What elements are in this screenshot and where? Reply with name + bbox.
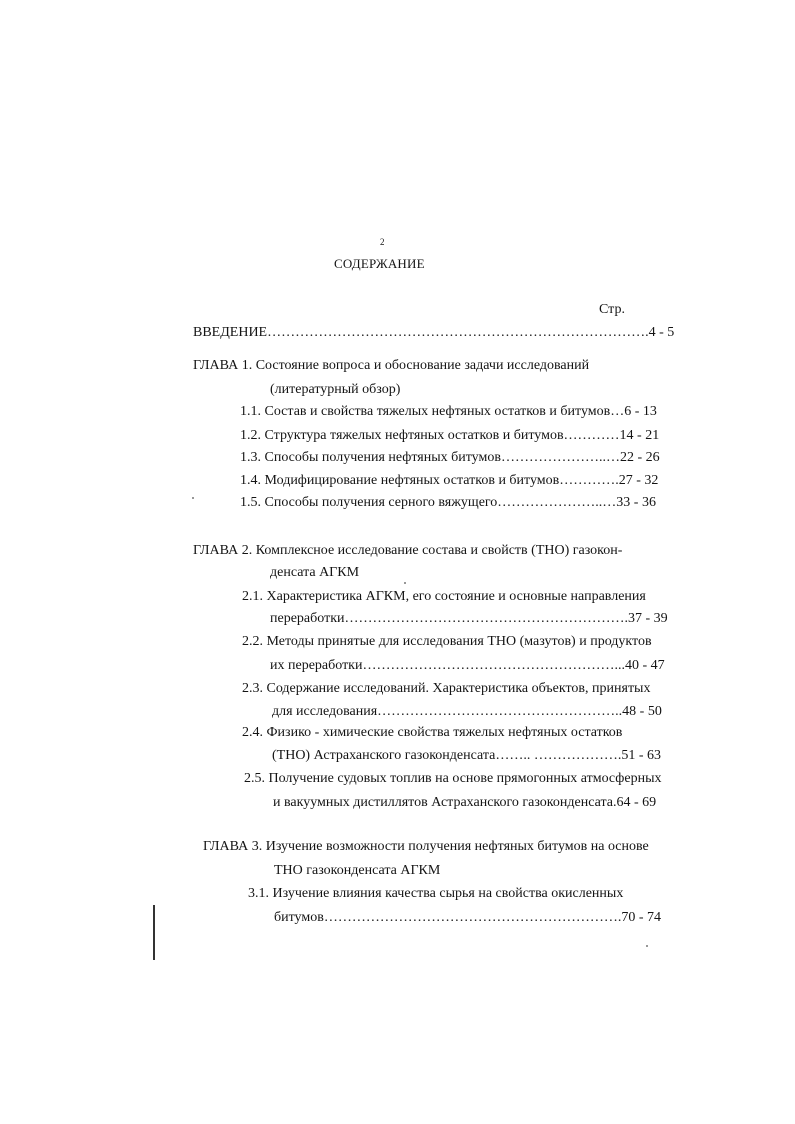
page-number: 2 (380, 237, 385, 247)
page-column-label: Стр. (599, 302, 625, 317)
toc-entry-3-1-line-1: 3.1. Изучение влияния качества сырья на свойства окисленных (248, 886, 624, 901)
toc-entry-2-4-line-1: 2.4. Физико - химические свойства тяжелых нефтяных остатков (242, 725, 623, 740)
toc-entry-introduction: ВВЕДЕНИЕ……………………………………………………………………….4 - 5 (193, 325, 675, 340)
chapter-3-heading: ГЛАВА 3. Изучение возможности получения нефтяных битумов на основе (203, 839, 649, 854)
scan-margin-line (153, 905, 155, 960)
toc-entry-2-4-line-2: (ТНО) Астраханского газоконденсата…….. ……………….51 - 63 (272, 748, 662, 763)
toc-entry-1-3: 1.3. Способы получения нефтяных битумов…………………..…22 - 26 (240, 450, 660, 465)
page-title: СОДЕРЖАНИЕ (334, 256, 425, 271)
toc-entry-1-1: 1.1. Состав и свойства тяжелых нефтяных остатков и битумов…6 - 13 (240, 404, 657, 419)
toc-entry-2-3-line-2: для исследования……………………………………………..48 - 50 (272, 704, 662, 719)
chapter-3-heading-continuation: ТНО газоконденсата АГКМ (274, 863, 441, 878)
toc-entry-2-2-line-1: 2.2. Методы принятые для исследования ТНО (мазутов) и продуктов (242, 634, 652, 649)
scan-speck (404, 582, 406, 584)
toc-entry-2-3-line-1: 2.3. Содержание исследований. Характеристика объектов, принятых (242, 681, 651, 696)
toc-entry-1-4: 1.4. Модифицирование нефтяных остатков и битумов………….27 - 32 (240, 473, 659, 488)
toc-entry-2-5-line-2: и вакуумных дистиллятов Астраханского газоконденсата.64 - 69 (273, 795, 657, 810)
toc-entry-1-2: 1.2. Структура тяжелых нефтяных остатков и битумов…………14 - 21 (240, 428, 660, 443)
toc-entry-2-1-line-1: 2.1. Характеристика АГКМ, его состояние и основные направления (242, 589, 646, 604)
chapter-2-heading: ГЛАВА 2. Комплексное исследование состава и свойств (ТНО) газокон- (193, 543, 623, 558)
toc-entry-1-5: 1.5. Способы получения серного вяжущего…………………..…33 - 36 (240, 495, 656, 510)
toc-entry-2-5-line-1: 2.5. Получение судовых топлив на основе прямогонных атмосферных (244, 771, 662, 786)
toc-entry-2-1-line-2: переработки…………………………………………………….37 - 39 (270, 611, 668, 626)
chapter-2-heading-continuation: денсата АГКМ (270, 565, 360, 580)
toc-entry-3-1-line-2: битумов……………………………………………………….70 - 74 (274, 910, 661, 925)
chapter-1-heading-continuation: (литературный обзор) (270, 382, 401, 397)
chapter-1-heading: ГЛАВА 1. Состояние вопроса и обоснование задачи исследований (193, 358, 590, 373)
scan-speck (192, 497, 194, 499)
toc-entry-2-2-line-2: их переработки………………………………………………...40 - 47 (270, 658, 665, 673)
scan-speck (646, 945, 648, 947)
